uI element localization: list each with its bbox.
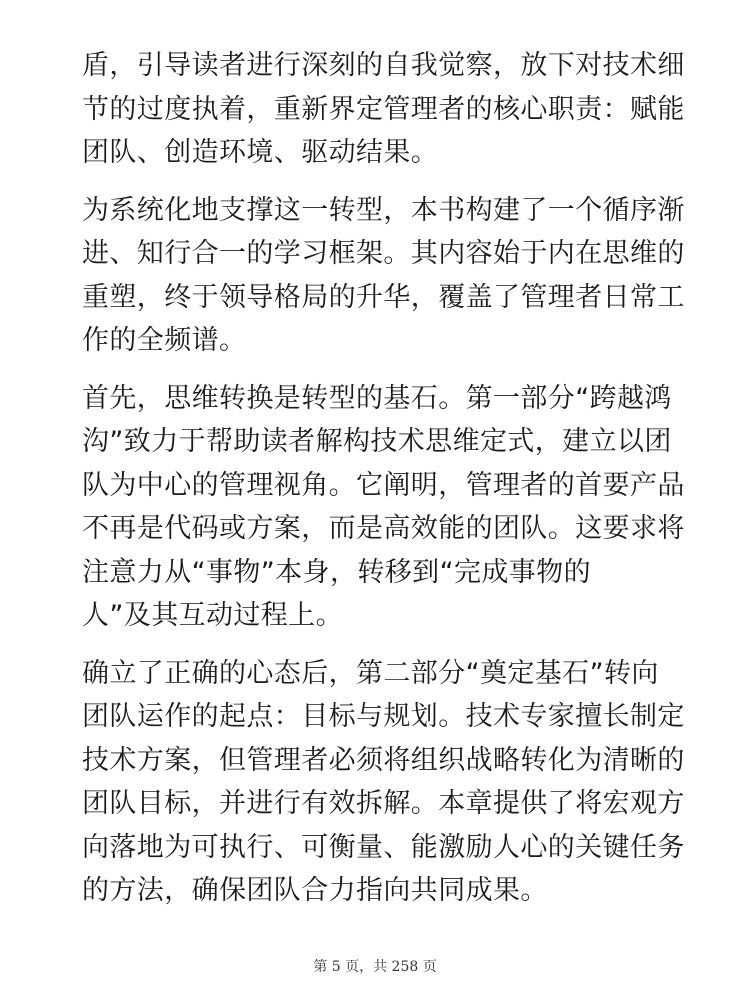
text-line: 作的全频谱。: [82, 325, 247, 356]
text-line: 团队运作的起点：目标与规划。技术专家擅长制定: [82, 701, 685, 732]
text-line: 节的过度执着，重新界定管理者的核心职责：赋能: [82, 93, 685, 125]
text-line: 技术方案，但管理者必须将组织战略转化为清晰的: [82, 744, 685, 776]
paragraph-2: [82, 189, 685, 363]
text-line: 为系统化地支撑这一转型，本书构建了一个循序渐: [82, 194, 685, 226]
page-indicator: 第 5 页，共 258 页: [313, 959, 437, 975]
text-line: 向落地为可执行、可衡量、能激励人心的关键任务: [82, 831, 685, 863]
text-line: 进、知行合一的学习框架。其内容始于内在思维的: [82, 238, 685, 269]
text-line: 首先，思维转换是转型的基石。第一部分“跨越鸿: [82, 382, 672, 414]
text-line: 沟”致力于帮助读者解构技术思维定式，建立以团: [82, 426, 672, 457]
text-line: 人”及其互动过程上。: [82, 600, 343, 631]
text-line: 队为中心的管理视角。它阐明，管理者的首要产品: [82, 469, 685, 501]
text-line: 重塑，终于领导格局的升华，覆盖了管理者日常工: [82, 281, 685, 313]
page-content: [82, 44, 685, 927]
text-line: 的方法，确保团队合力指向共同成果。: [82, 875, 548, 906]
paragraph-4: [82, 652, 685, 913]
paragraph-1: [82, 44, 685, 175]
text-line: 团队目标，并进行有效拆解。本章提供了将宏观方: [82, 788, 685, 819]
text-line: 不再是代码或方案，而是高效能的团队。这要求将: [82, 513, 685, 544]
paragraph-3: [82, 377, 685, 638]
text-line: 团队、创造环境、驱动结果。: [82, 137, 439, 168]
text-line: 盾，引导读者进行深刻的自我觉察，放下对技术细: [82, 50, 685, 81]
text-line: 注意力从“事物”本身，转移到“完成事物的: [82, 556, 591, 588]
text-line: 确立了正确的心态后，第二部分“奠定基石”转向: [82, 657, 659, 689]
